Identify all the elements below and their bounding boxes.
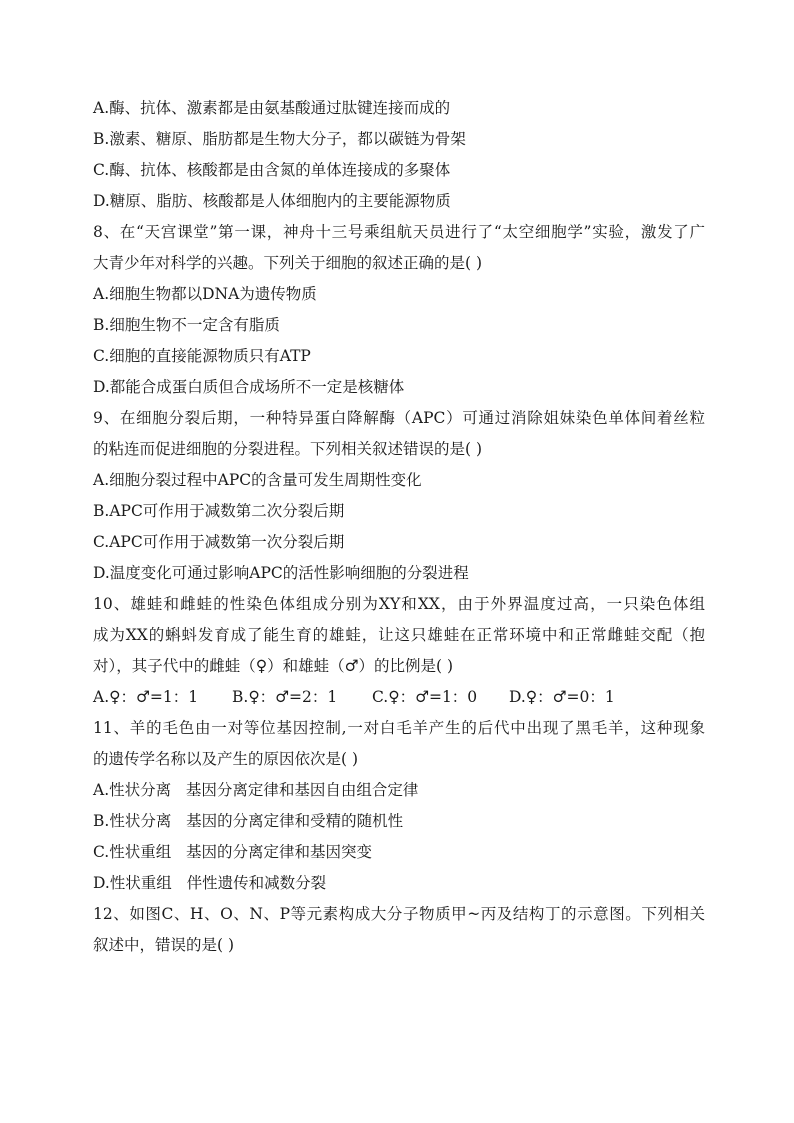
q8-option-b: B.细胞生物不一定含有脂质 xyxy=(93,316,280,334)
question-7 xyxy=(93,93,705,217)
q10-option-a: A.♀：♂=1：1 xyxy=(93,688,199,706)
q11-option-b: B.性状分离 基因的分离定律和受精的随机性 xyxy=(93,812,404,830)
document-page xyxy=(93,93,705,961)
q10-option-b: B.♀：♂=2：1 xyxy=(232,688,338,706)
q11-stem-line-2: 的遗传学名称以及产生的原因依次是( ) xyxy=(93,750,359,768)
q11-option-c: C.性状重组 基因的分离定律和基因突变 xyxy=(93,843,373,861)
q10-stem-line-1: 10、雄蛙和雌蛙的性染色体组成分别为XY和XX，由于外界温度过高，一只染色体组 xyxy=(93,595,705,613)
q9-option-d: D.温度变化可通过影响APC的活性影响细胞的分裂进程 xyxy=(93,564,469,582)
q11-option-a: A.性状分离 基因分离定律和基因自由组合定律 xyxy=(93,781,419,799)
question-11 xyxy=(93,713,705,899)
q10-option-d: D.♀：♂=0：1 xyxy=(509,688,615,706)
q11-option-d: D.性状重组 伴性遗传和减数分裂 xyxy=(93,874,327,892)
q8-option-c: C.细胞的直接能源物质只有ATP xyxy=(93,347,311,365)
q9-stem-line-1: 9、在细胞分裂后期，一种特异蛋白降解酶（APC）可通过消除姐妹染色单体间着丝粒 xyxy=(93,409,705,427)
q9-option-a: A.细胞分裂过程中APC的含量可发生周期性变化 xyxy=(93,471,422,489)
q10-option-c: C.♀：♂=1：0 xyxy=(372,688,478,706)
question-8 xyxy=(93,217,705,403)
q10-stem-line-3: 对），其子代中的雌蛙（♀）和雄蛙（♂）的比例是( ) xyxy=(93,657,453,675)
question-10 xyxy=(93,589,705,713)
q9-stem-line-2: 的粘连而促进细胞的分裂进程。下列相关叙述错误的是( ) xyxy=(93,440,483,458)
q7-option-b: B.激素、糖原、脂肪都是生物大分子，都以碳链为骨架 xyxy=(93,130,466,148)
question-12 xyxy=(93,899,705,961)
q9-option-c: C.APC可作用于减数第一次分裂后期 xyxy=(93,533,345,551)
q11-stem-line-1: 11、羊的毛色由一对等位基因控制,一对白毛羊产生的后代中出现了黑毛羊，这种现象 xyxy=(93,719,705,737)
q8-stem-line-1: 8、在“天宫课堂”第一课，神舟十三号乘组航天员进行了“太空细胞学”实验，激发了广 xyxy=(93,223,705,241)
q9-option-b: B.APC可作用于减数第二次分裂后期 xyxy=(93,502,345,520)
q8-option-a: A.细胞生物都以DNA为遗传物质 xyxy=(93,285,317,303)
q12-stem-line-2: 叙述中，错误的是( ) xyxy=(93,936,235,954)
q8-option-d: D.都能合成蛋白质但合成场所不一定是核糖体 xyxy=(93,378,405,396)
q12-stem-line-1: 12、如图C、H、O、N、P等元素构成大分子物质甲~丙及结构丁的示意图。下列相关 xyxy=(93,905,705,923)
q8-stem-line-2: 大青少年对科学的兴趣。下列关于细胞的叙述正确的是( ) xyxy=(93,254,483,272)
q7-option-d: D.糖原、脂肪、核酸都是人体细胞内的主要能源物质 xyxy=(93,192,451,210)
q7-option-a: A.酶、抗体、激素都是由氨基酸通过肽键连接而成的 xyxy=(93,99,451,117)
q10-stem-line-2: 成为XX的蝌蚪发育成了能生育的雄蛙，让这只雄蛙在正常环境中和正常雌蛙交配（抱 xyxy=(93,626,705,644)
question-9 xyxy=(93,403,705,589)
q10-options-row xyxy=(93,682,705,713)
q7-option-c: C.酶、抗体、核酸都是由含氮的单体连接成的多聚体 xyxy=(93,161,451,179)
